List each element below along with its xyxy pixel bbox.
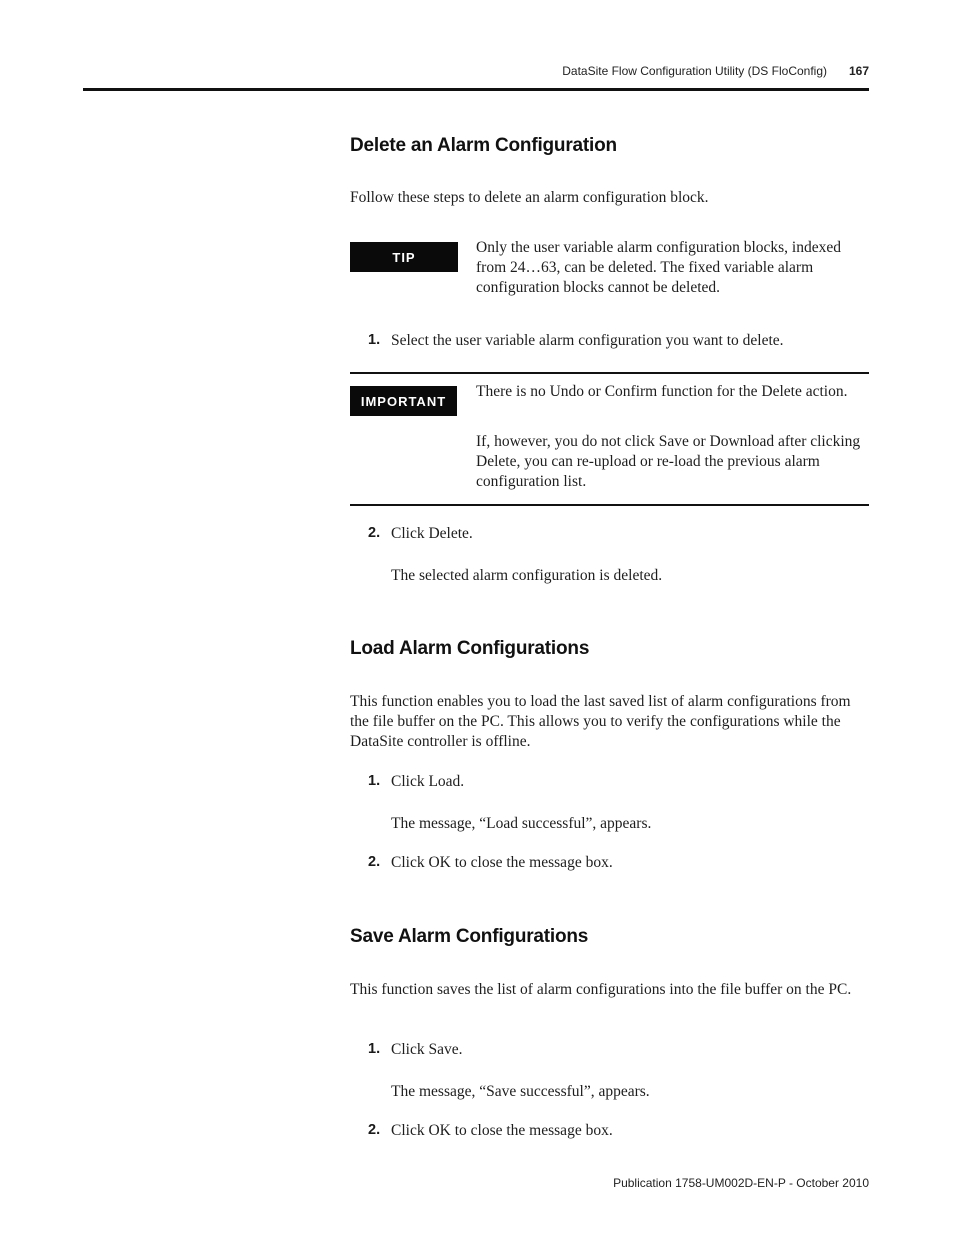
save-step-2-text: Click OK to close the message box. bbox=[391, 1122, 613, 1139]
important-text-1: There is no Undo or Confirm function for the Delete action. bbox=[476, 383, 848, 400]
heading-delete-alarm-configuration: Delete an Alarm Configuration bbox=[350, 135, 617, 156]
running-header-title: DataSite Flow Configuration Utility (DS FloConfig) bbox=[562, 64, 827, 78]
save-intro-paragraph: This function saves the list of alarm configurations into the file buffer on the PC. bbox=[350, 981, 852, 998]
load-step-1-text: Click Load. bbox=[391, 773, 465, 790]
load-step-2-text: Click OK to close the message box. bbox=[391, 854, 613, 871]
publication-footer: Publication 1758-UM002D-EN-P - October 2010 bbox=[613, 1176, 869, 1190]
tip-badge: TIP bbox=[350, 242, 458, 272]
save-step-1-text: Click Save. bbox=[391, 1041, 463, 1058]
important-text-2: If, however, you do not click Save or Download after clicking Delete, you can re-upload or re-load the previous alarm configuration list. bbox=[476, 433, 861, 490]
load-step-1-result: The message, “Load successful”, appears. bbox=[391, 815, 652, 832]
save-step-1-result: The message, “Save successful”, appears. bbox=[391, 1083, 650, 1100]
delete-step-1-text: Select the user variable alarm configuration you want to delete. bbox=[391, 332, 784, 349]
delete-step-2-result: The selected alarm configuration is deleted. bbox=[391, 567, 663, 584]
delete-intro-paragraph: Follow these steps to delete an alarm configuration block. bbox=[350, 189, 709, 206]
heading-save-alarm-configurations: Save Alarm Configurations bbox=[350, 926, 589, 947]
important-top-rule bbox=[350, 372, 869, 374]
page-number: 167 bbox=[848, 64, 869, 78]
heading-load-alarm-configurations: Load Alarm Configurations bbox=[350, 638, 590, 659]
header-rule bbox=[83, 88, 869, 91]
load-step-1-number: 1. bbox=[368, 773, 381, 789]
delete-step-2-text: Click Delete. bbox=[391, 525, 473, 542]
important-badge: IMPORTANT bbox=[350, 386, 457, 416]
save-step-2-number: 2. bbox=[368, 1122, 381, 1138]
load-step-2-number: 2. bbox=[368, 854, 381, 870]
save-step-1-number: 1. bbox=[368, 1041, 381, 1057]
tip-text: Only the user variable alarm configuration blocks, indexed from 24…63, can be deleted. The fixed variable alarm configuration blocks cannot be deleted. bbox=[476, 239, 841, 296]
delete-step-2-number: 2. bbox=[368, 525, 381, 541]
delete-step-1-number: 1. bbox=[368, 332, 381, 348]
load-intro-paragraph: This function enables you to load the last saved list of alarm configurations from the file buffer on the PC. This allows you to verify the configurations while the DataSite controller is offline. bbox=[350, 693, 851, 750]
important-bottom-rule bbox=[350, 504, 869, 506]
